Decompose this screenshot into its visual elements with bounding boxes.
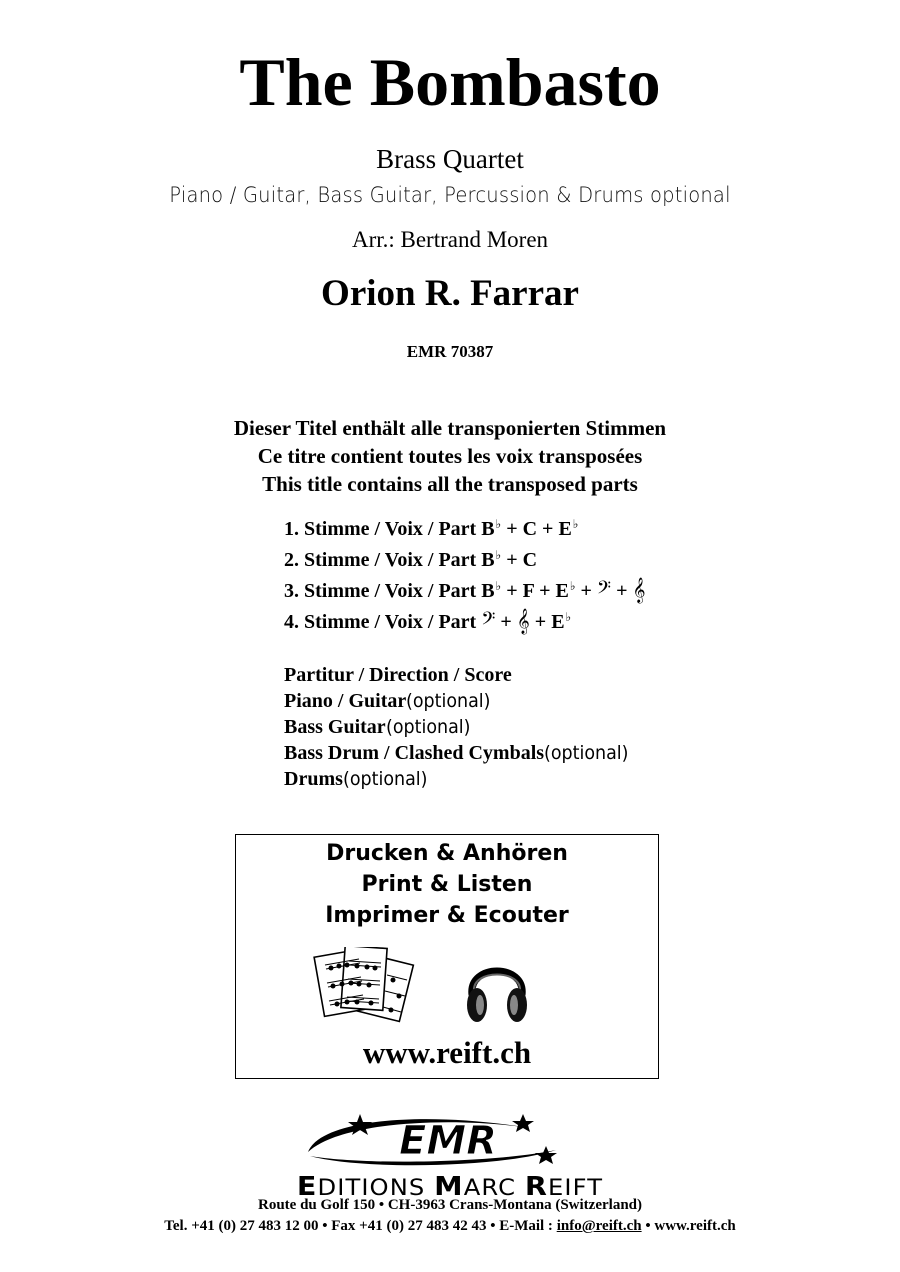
part-3: 3. Stimme / Voix / Part B♭ + F + E♭ + 𝄢 + 𝄞 xyxy=(284,578,646,603)
parts-list xyxy=(284,517,645,639)
title: The Bombasto xyxy=(239,44,661,120)
flat-sign: ♭ xyxy=(572,517,579,531)
emr-logo xyxy=(300,1106,600,1172)
flat-sign: ♭ xyxy=(565,609,572,624)
arranger: Arr.: Bertrand Moren xyxy=(351,227,549,252)
treble-clef-icon: 𝄞 xyxy=(516,608,530,634)
extra-item-bass-guitar: Bass Guitar(optional) xyxy=(284,716,471,738)
email-link[interactable]: info@reift.ch xyxy=(556,1218,642,1234)
promo-line-en: Print & Listen xyxy=(361,872,533,897)
transposed-notice-en: This title contains all the transposed parts xyxy=(262,472,638,496)
subtitle: Brass Quartet xyxy=(376,144,524,174)
promo-line-fr: Imprimer & Ecouter xyxy=(325,903,569,928)
publisher-name: EDITIONS MARC REIFT xyxy=(296,1172,604,1202)
part-2: 2. Stimme / Voix / Part B♭ + C xyxy=(284,547,538,571)
promo-box xyxy=(235,834,659,1079)
flat-sign: ♭ xyxy=(569,579,576,593)
treble-clef-icon: 𝄞 xyxy=(632,578,646,603)
extra-item-piano-guitar: Piano / Guitar(optional) xyxy=(284,690,491,712)
publisher-contact: Tel. +41 (0) 27 483 12 00 • Fax +41 (0) 27 483 42 43 • E-Mail : info@reift.ch • www.reift.ch xyxy=(164,1218,736,1234)
extra-item-bass-drum: Bass Drum / Clashed Cymbals(optional) xyxy=(284,742,629,764)
headphones-icon xyxy=(464,949,530,1027)
part-1: 1. Stimme / Voix / Part B♭ + C + E♭ xyxy=(284,517,579,540)
flat-sign: ♭ xyxy=(495,547,502,562)
flat-sign: ♭ xyxy=(495,517,502,531)
instrumentation-line: Piano / Guitar, Bass Guitar, Percussion & Drums optional xyxy=(169,183,731,207)
publisher-address: Route du Golf 150 • CH-3963 Crans-Montana (Switzerland) xyxy=(258,1197,642,1213)
extra-item-drums: Drums(optional) xyxy=(284,768,428,790)
transposed-notice-de: Dieser Titel enthält alle transponierten Stimmen xyxy=(233,416,667,440)
bass-clef-icon: 𝄢 xyxy=(596,578,612,603)
catalog-number: EMR 70387 xyxy=(406,342,494,361)
website-link[interactable]: www.reift.ch xyxy=(362,1035,532,1070)
extras-list xyxy=(284,664,636,794)
composer: Orion R. Farrar xyxy=(321,273,579,314)
svg-text:EMR: EMR xyxy=(399,1118,497,1164)
transposed-notice xyxy=(0,414,900,498)
bass-clef-icon: 𝄢 xyxy=(481,608,496,634)
extra-item-score: Partitur / Direction / Score xyxy=(284,664,512,686)
promo-line-de: Drucken & Anhören xyxy=(326,841,568,866)
transposed-notice-fr: Ce titre contient toutes les voix transposées xyxy=(257,444,643,468)
flat-sign: ♭ xyxy=(495,579,502,593)
sheet-music-icon xyxy=(311,947,421,1029)
part-4: 4. Stimme / Voix / Part 𝄢 + 𝄞 + E♭ xyxy=(284,608,572,634)
